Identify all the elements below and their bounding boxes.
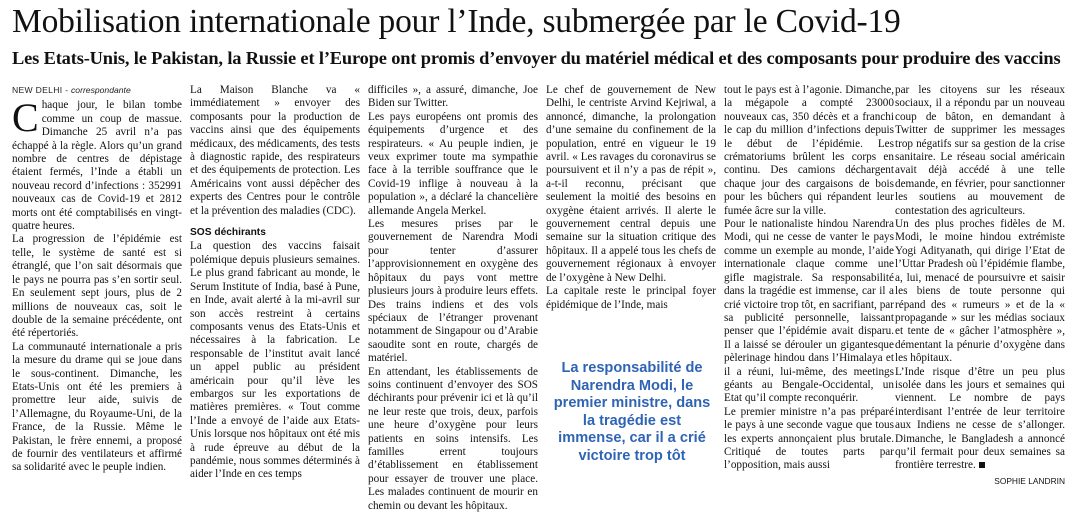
paragraph: La Maison Blanche va « immédiatement » envoyer des composants pour la production de vaccins ainsi que des équipements médicaux, des médicaments, des tests à diagnostic rapide, des respirateurs et des équipements de protection. Les Américains vont aussi dépêcher des experts des Centres pour le contrôle et la prévention des maladies (CDC). xyxy=(190,84,360,217)
paragraph: Les mesures prises par le gouvernement de Narendra Modi pour tenter d’assurer l’approvisionnement en oxygène des hôpitaux du pays vont mettre plusieurs jours à produire leurs effets. Des trains indiens et des vols spéciaux de l’étranger provenant notamment de Singapour ou d’Arabie saoudite sont en route, chargés de matériel. xyxy=(368,218,538,365)
paragraph: La communauté internationale a pris la mesure du drame qui se joue dans le sous-continent. Dimanche, les Etats-Unis ont été les premiers à promettre leur aide, suivis de l’Allemagne, du Royaume-Uni, de la France, de la Russie. Même le Pakistan, le frère ennemi, a proposé de fournir des ventilateurs et affirmé sa solidarité avec le peuple indien. xyxy=(12,340,182,474)
subheadline: Les Etats-Unis, le Pakistan, la Russie et l’Europe ont promis d’envoyer du matériel médical et des composants pour produire des vaccins xyxy=(12,48,1061,68)
author-signature: SOPHIE LANDRIN xyxy=(994,475,1065,486)
paragraph: L’Inde risque d’être un peu plus isolée dans les jours et semaines qui viennent. Le nombre de pays interdisant l’entrée de leur territoire aux Indiens ne cesse de s’allonger. Dimanche, le Bangladesh a annoncé qu’il fermait pour deux semaines sa frontière terrestre. xyxy=(895,365,1065,472)
paragraph: tout le pays est à l’agonie. Dimanche, la mégapole a compté 23000 nouveaux cas, 350 décès et a franchi le cap du million d’infections depuis le début de l’épidémie. Les crématoriums brûlent les corps en continu. Des camions déchargent chaque jour des cargaisons de bois pour les bûchers qui répandent leur fumée âcre sur la ville. xyxy=(724,84,894,217)
article-column-6 xyxy=(895,84,1065,504)
pull-quote: La responsabilité de Narendra Modi, le premier ministre, dans la tragédie est immense, car il a crié victoire trop tôt xyxy=(553,360,711,464)
drop-cap: C xyxy=(12,95,39,141)
end-mark-icon xyxy=(979,462,985,468)
article-column-2 xyxy=(190,84,360,504)
byline-place: NEW DELHI xyxy=(12,85,63,95)
section-heading: SOS déchirants xyxy=(190,227,266,239)
paragraph: Les pays européens ont promis des équipements d’urgence et des respirateurs. « Au peuple indien, je veux exprimer toute ma sympathie face à la terrible souffrance que le Covid-19 inflige à nouveau à la population », a déclaré la chancelière allemande Angela Merkel. xyxy=(368,110,538,217)
paragraph: difficiles », a assuré, dimanche, Joe Biden sur Twitter. xyxy=(368,84,538,110)
paragraph: La capitale reste le principal foyer épidémique de l’Inde, mais xyxy=(546,285,716,311)
paragraph: Chaque jour, le bilan tombe comme un coup de massue. Dimanche 25 avril n’a pas échappé à la règle. Alors qu’un grand nombre de centres de dépistage étaient fermés, l’Inde a établi un nouveau record d’infections : 352991 nouveaux cas de Covid-19 et 2812 morts ont été comptabilisés en vingt-quatre heures. xyxy=(12,95,182,233)
article-column-4 xyxy=(546,84,716,334)
paragraph: La question des vaccins faisait polémique depuis plusieurs semaines. Le plus grand fabricant au monde, le Serum Institute of India, basé à Pune, en Inde, avait alerté à la mi-avril sur son accès restreint à certains composants venus des Etats-Unis et nécessaires à la fabrication. Le responsable de l’institut avait lancé un appel public au président américain pour qu’il lève les embargos sur les exportations de matières premières. « Tout comme l’Inde a envoyé de l’aide aux Etats-Unis lorsque nos hôpitaux ont été mis à rude épreuve au début de la pandémie, nous sommes déterminés à aider l’Inde en ces temps xyxy=(190,240,360,481)
article-column-1 xyxy=(12,84,182,504)
paragraph: Le premier ministre n’a pas préparé le pays à une seconde vague que tous les experts annonçaient plus brutale. Critiqué de toutes parts par l’opposition, mais aussi xyxy=(724,405,894,472)
paragraph: Pour le nationaliste hindou Narendra Modi, qui ne cesse de vanter le pays comme un exemple au monde, l’aide internationale claque comme une gifle magistrale. Sa responsabilité dans la tragédie est immense, car il a crié victoire trop tôt, en sacrifiant, par sa publicité personnelle, laissant penser que l’épidémie avait disparu. Il a laissé se dérouler un gigantesque pèlerinage hindou dans l’Himalaya et il a réuni, lui-même, des meetings géants au Bengale-Occidental, un Etat qu’il compte reconquérir. xyxy=(724,218,894,405)
article-column-3 xyxy=(368,84,538,512)
article-column-5 xyxy=(724,84,894,504)
byline-role: correspondante xyxy=(71,85,131,95)
paragraph: par les citoyens sur les réseaux sociaux, il a répondu par un nouveau coup de bâton, en demandant à Twitter de supprimer les messages trop négatifs sur sa gestion de la crise sanitaire. Le réseau social américain avait déjà accédé à une telle demande, en février, pour sanctionner les soutiens au mouvement de contestation des agriculteurs. xyxy=(895,84,1065,217)
paragraph: Un des plus proches fidèles de M. Modi, le moine hindou extrémiste Yogi Adityanath, qui dirige l’Etat de l’Uttar Pradesh où l’épidémie flambe, a, lui, menacé de poursuivre et saisir les biens de toute personne qui répand des « rumeurs » et de la « propagande » sur les médias sociaux et tente de « gâcher l’atmosphère », démentant la pénurie d’oxygène dans les hôpitaux. xyxy=(895,218,1065,365)
byline: NEW DELHI - correspondante xyxy=(12,85,131,95)
paragraph: Le chef de gouvernement de New Delhi, le centriste Arvind Kejriwal, a annoncé, dimanche, la prolongation d’une semaine du confinement de la population, entré en vigueur le 19 avril. « Les ravages du coronavirus se poursuivent et il n’y a pas de répit », a-t-il reconnu, précisant que seulement la moitié des besoins en oxygène étaient arrivés. Il alerte le gouvernement central depuis une semaine sur la situation critique des hôpitaux. Il a appelé tous les chefs de gouvernement régionaux à envoyer de l’oxygène à New Delhi. xyxy=(546,84,716,284)
paragraph: La progression de l’épidémie est telle, le système de santé est si étranglé, que l’on sait désormais que le pays ne pourra pas s’en sortir seul. En seulement sept jours, plus de 2 millions de nouveaux cas, soit le double de la semaine précédente, ont été répertoriés. xyxy=(12,233,182,340)
headline: Mobilisation internationale pour l’Inde, submergée par le Covid-19 xyxy=(12,3,901,40)
paragraph: En attendant, les établissements de soins continuent d’envoyer des SOS déchirants pour prévenir ici et là qu’il ne leur reste que trois, deux, parfois une heure d’oxygène pour leurs patients en soins intensifs. Les familles errent toujours d’établissement en établissement pour essayer de trouver une place. Les malades continuent de mourir en chemin ou devant les hôpitaux. xyxy=(368,365,538,512)
